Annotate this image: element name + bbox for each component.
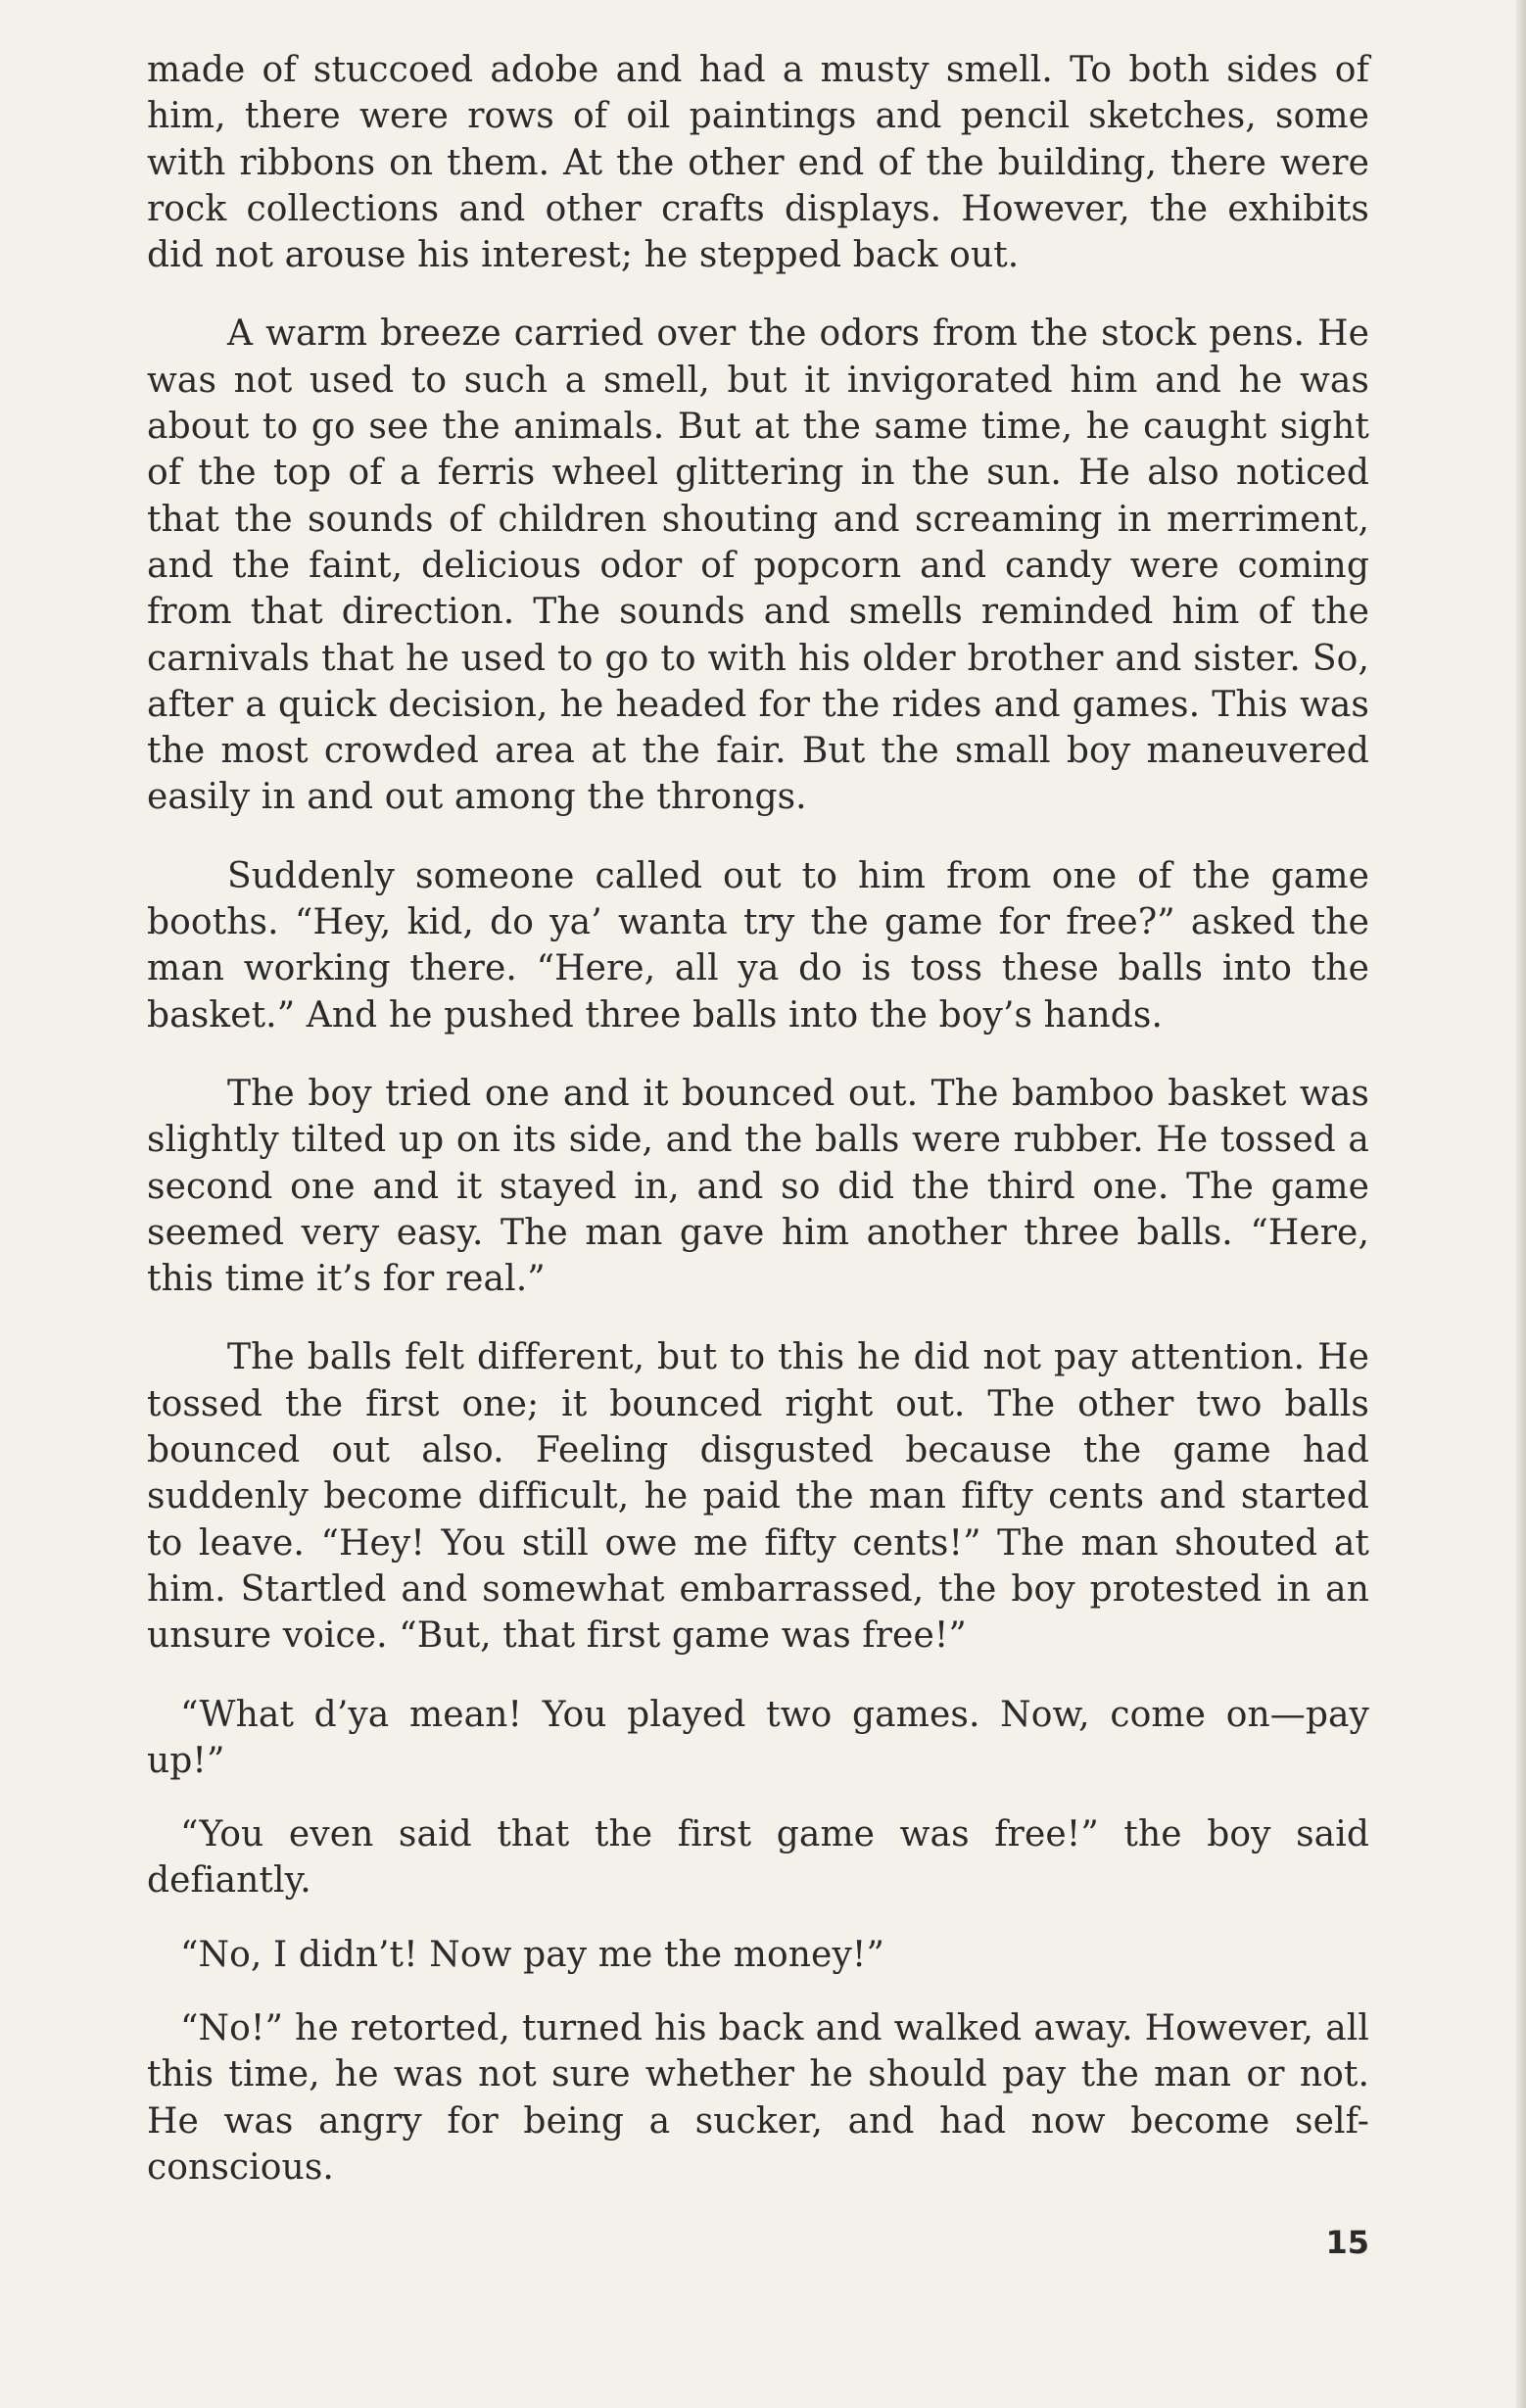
paragraph-1: made of stuccoed adobe and had a musty smell. To both sides of him, there were rows of oil paintings and pencil sketches, some with ribbons on them. At the other end of the building, there were rock collections and other crafts displays. However, the exhibits did not arouse his interest; he stepped back out. (147, 50, 1369, 276)
page-number: 15 (1325, 2224, 1369, 2261)
body-text (147, 47, 1369, 2218)
paragraph-8: “No, I didn’t! Now pay me the money!” (180, 1934, 884, 1975)
paragraph-2: A warm breeze carried over the odors from the stock pens. He was not used to such a smell, but it invigorated him and he was about to go see the animals. But at the same time, he caught sight of the top of a ferris wheel glittering in the sun. He also noticed that the sounds of children shouting and screaming in merriment, and the faint, delicious odor of popcorn and candy were coming from that direction. The sounds and smells reminded him of the carnivals that he used to go to with his older brother and sister. So, after a quick decision, he headed for the rides and games. This was the most crowded area at the fair. But the small boy maneuvered easily in and out among the throngs. (147, 313, 1369, 818)
paragraph-7: “You even said that the first game was free!” the boy said defiantly. (147, 1814, 1369, 1902)
paragraph-5: The balls felt different, but to this he did not pay attention. He tossed the first one; it bounced right out. The other two balls bounced out also. Feeling disgusted because the game had suddenly become difficult, he paid the man fifty cents and started to leave. “Hey! You still owe me fifty cents!” The man shouted at him. Startled and somewhat embarrassed, the boy protested in an unsure voice. “But, that first game was free!” (147, 1337, 1369, 1657)
paragraph-4: The boy tried one and it bounced out. The bamboo basket was slightly tilted up on its side, and the balls were rubber. He tossed a second one and it stayed in, and so did the third one. The game seemed very easy. The man gave him another three balls. “Here, this time it’s for real.” (147, 1073, 1369, 1300)
paragraph-3: Suddenly someone called out to him from one of the game booths. “Hey, kid, do ya’ wanta try the game for free?” asked the man working there. “Here, all ya do is toss these balls into the basket.” And he pushed three balls into the boy’s hands. (147, 855, 1369, 1035)
paragraph-9: “No!” he retorted, turned his back and walked away. However, all this time, he was not sure whether he should pay the man or not. He was angry for being a sucker, and had now become self-conscious. (147, 2007, 1369, 2188)
paragraph-6: “What d’ya mean! You played two games. Now, come on—pay up!” (147, 1694, 1369, 1781)
